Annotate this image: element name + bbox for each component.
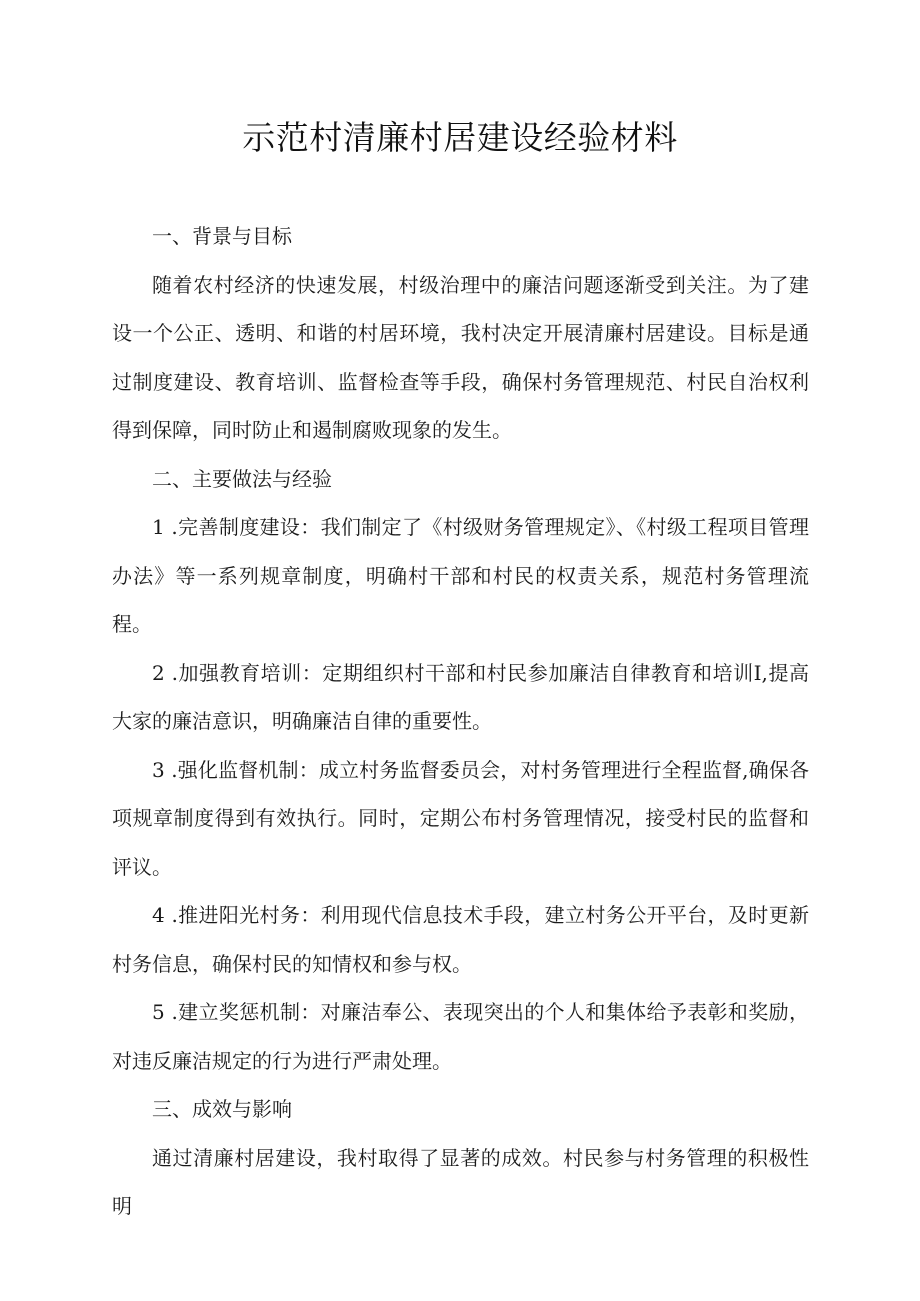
section-heading: 二、主要做法与经验 — [152, 466, 332, 491]
list-item: 2 .加强教育培训：定期组织村干部和村民参加廉洁自律教育和培训I,提高大家的廉洁意识，明确廉洁自律的重要性。 — [112, 660, 809, 733]
document-title: 示范村清廉村居建设经验材料 — [242, 118, 678, 157]
list-item: 5 .建立奖惩机制：对廉洁奉公、表现突出的个人和集体给予表彰和奖励，对违反廉洁规定的行为进行严肃处理。 — [112, 1000, 809, 1073]
list-item: 3 .强化监督机制：成立村务监督委员会，对村务管理进行全程监督,确保各项规章制度得到有效执行。同时，定期公布村务管理情况，接受村民的监督和评议。 — [112, 757, 809, 879]
paragraph: 随着农村经济的快速发展，村级治理中的廉洁问题逐渐受到关注。为了建设一个公正、透明、和谐的村居环境，我村决定开展清廉村居建设。目标是通过制度建设、教育培训、监督检查等手段，确保村务管理规范、村民自治权利得到保障，同时防止和遏制腐败现象的发生。 — [112, 272, 809, 442]
list-item: 4 .推进阳光村务：利用现代信息技术手段，建立村务公开平台，及时更新村务信息，确保村民的知情权和参与权。 — [112, 903, 809, 976]
section-heading: 三、成效与影响 — [152, 1097, 292, 1121]
paragraph: 通过清廉村居建设，我村取得了显著的成效。村民参与村务管理的积极性明 — [112, 1145, 809, 1218]
list-item: 1 .完善制度建设：我们制定了《村级财务管理规定》、《村级工程项目管理办法》等一系列规章制度，明确村干部和村民的权责关系，规范村务管理流程。 — [112, 515, 809, 636]
section-heading: 一、背景与目标 — [152, 224, 292, 248]
document-body — [112, 212, 809, 1231]
